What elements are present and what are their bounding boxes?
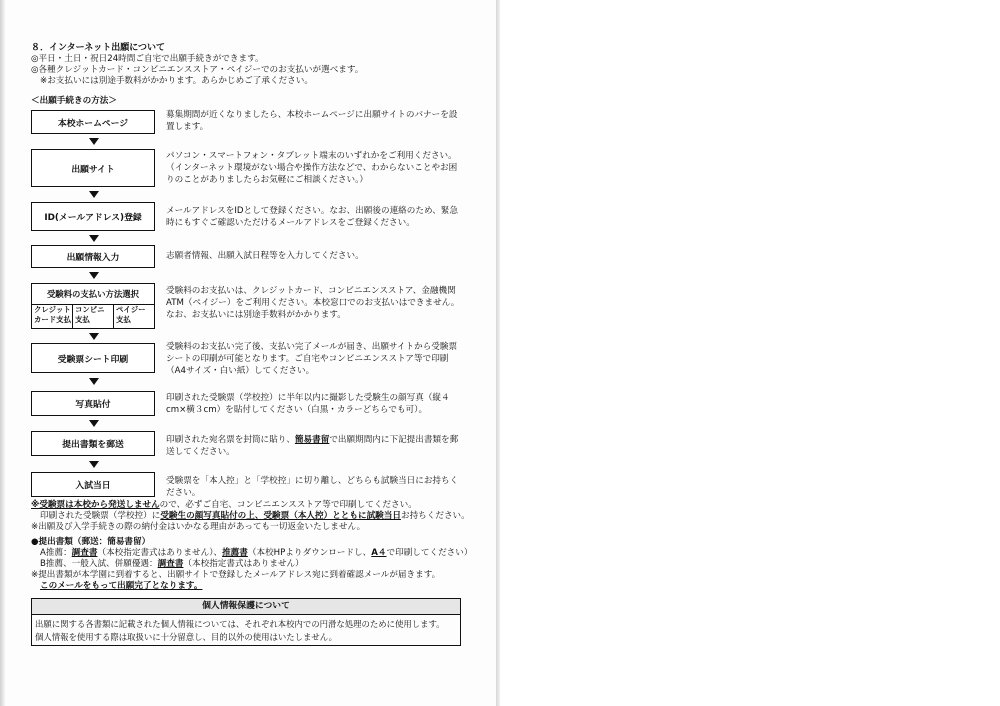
- page-edge-shadow: [0, 0, 6, 706]
- bullet-payment: ◎各種クレジットカード・コンビニエンスストア・ペイジーでのお支払いが選べます。: [31, 65, 364, 75]
- step-exam-day-desc-1: 受験票を「本人控」と「学校控」に切り離し、どちらも試験当日にお持ちく: [166, 476, 459, 486]
- privacy-line-1: 出願に関する各書類に記載された個人情報については、それぞれ本校内での円滑な処理のために使用します。: [35, 619, 445, 629]
- step-input-box: 出願情報入力: [31, 245, 155, 268]
- registered-mail-label: 簡易書留: [294, 435, 330, 445]
- bullet-fee-note: ※お支払いには別途手数料がかかります。あらかじめご了承ください。: [40, 76, 313, 86]
- submission-arrival-note: ※提出書類が本学園に到着すると、出願サイトで登録したメールアドレス宛に到着確認メールが届きます。: [31, 570, 441, 580]
- flow-arrow: [89, 378, 99, 385]
- step-print-desc-3: （A4サイズ・白い紙）してください。: [166, 366, 315, 376]
- flow-arrow: [89, 461, 99, 468]
- payment-payeasy: ペイジー 支払: [116, 305, 146, 324]
- step-exam-day-box: 入試当日: [31, 472, 155, 497]
- flow-arrow: [89, 191, 99, 198]
- right-page: [500, 0, 1000, 706]
- step-homepage-desc-1: 募集期間が近くなりましたら、本校ホームページに出願サイトのバナーを設: [166, 110, 458, 120]
- step-payment-desc-2: ATM（ペイジー）をご利用ください。本校窓口でのお支払いはできません。: [166, 298, 460, 308]
- step-homepage-box: 本校ホームページ: [31, 110, 155, 134]
- step-payment-desc-1: 受験料のお支払いは、クレジットカード、コンビニエンスストア、金融機関: [166, 286, 456, 296]
- step-mail-box: 提出書類を郵送: [31, 431, 155, 456]
- flow-arrow: [89, 333, 99, 340]
- payment-convenience: コンビニ 支払: [73, 305, 114, 328]
- step-mail-desc-2: 送してください。: [166, 447, 235, 457]
- flow-arrow: [89, 420, 99, 427]
- step-print-desc-2: シートの印刷が可能となります。ご自宅やコンビニエンスストア等で印刷: [166, 354, 449, 364]
- flow-arrow: [89, 272, 99, 279]
- note-photo: 印刷された受験票（学校控）に受験生の顔写真貼付の上、受験票（本人控）とともに試験当日お持ちください。: [40, 511, 470, 521]
- step-print-desc-1: 受験料のお支払い完了後、支払い完了メールが届き、出願サイトから受験票: [166, 342, 458, 352]
- step-id-desc-1: メールアドレスをIDとして登録ください。なお、出願後の連絡のため、緊急: [166, 206, 458, 216]
- step-site-desc-1: パソコン・スマートフォン・タブレット端末のいずれかをご利用ください。: [166, 151, 457, 161]
- step-photo-box: 写真貼付: [31, 391, 155, 416]
- step-site-desc-2: （インターネット環境がない場合や操作方法などで、わからないことやお困: [166, 163, 458, 173]
- step-site-desc-3: りのことがありましたらお気軽にご相談ください。）: [166, 175, 368, 185]
- step-photo-desc-2: cm×横３cm）を貼付してください（白黒・カラーどちらでも可）。: [166, 405, 428, 415]
- step-homepage-desc-2: 置します。: [166, 122, 209, 132]
- note-no-refund: ※出願及び入学手続きの際の納付金はいかなる理由があっても一切返金いたしません。: [31, 522, 366, 532]
- section-title: ８．インターネット出願について: [31, 43, 166, 53]
- submission-b-recommendation: B推薦、一般入試、併願優遇：調査書（本校指定書式はありません）: [40, 559, 304, 569]
- method-heading: ＜出願手続きの方法＞: [31, 96, 117, 106]
- privacy-title: 個人情報保護について: [32, 599, 460, 615]
- left-page: [0, 0, 496, 706]
- step-print-box: 受験票シート印刷: [31, 343, 155, 373]
- step-payment-desc-3: なお、お支払いには別途手数料がかかります。: [166, 310, 346, 320]
- submission-a-recommendation: A推薦：調査書（本校指定書式はありません）、推薦書（本校HPよりダウンロードし、A４で印刷してください）: [40, 548, 473, 558]
- step-input-desc: 志願者情報、出願入試日程等を入力してください。: [166, 251, 364, 261]
- note-no-mailing: ※受験票は本校から発送しませんので、必ずご自宅、コンビニエンスストア等で印刷してください。: [31, 500, 417, 510]
- step-id-desc-2: 時にもすぐご確認いただけるメールアドレスをご登録ください。: [166, 218, 415, 228]
- payment-credit-card: クレジット カード支払: [32, 305, 73, 328]
- step-site-box: 出願サイト: [31, 149, 155, 187]
- step-photo-desc-1: 印刷された受験票（学校控）に半年以内に撮影した受験生の顔写真（縦４: [166, 393, 450, 403]
- step-payment-label: 受験料の支払い方法選択: [32, 284, 154, 305]
- submission-heading: ●提出書類（郵送：簡易書留）: [31, 537, 151, 547]
- step-id-box: ID(メールアドレス)登録: [31, 202, 155, 231]
- step-mail-desc-1: 印刷された宛名票を封筒に貼り、簡易書留で出願期間内に下記提出書類を郵: [166, 435, 459, 445]
- step-exam-day-desc-2: ださい。: [166, 488, 201, 498]
- step-payment-box: [31, 283, 155, 329]
- bullet-24h: ◎平日・土日・祝日24時間ご自宅で出願手続きができます。: [31, 54, 264, 64]
- flow-arrow: [89, 138, 99, 145]
- privacy-line-2: 個人情報を使用する際は取扱いに十分留意し、目的以外の使用はいたしません。: [35, 631, 338, 642]
- flow-arrow: [89, 235, 99, 242]
- privacy-box: [31, 598, 461, 646]
- submission-complete: このメールをもって出願完了となります。: [40, 581, 203, 591]
